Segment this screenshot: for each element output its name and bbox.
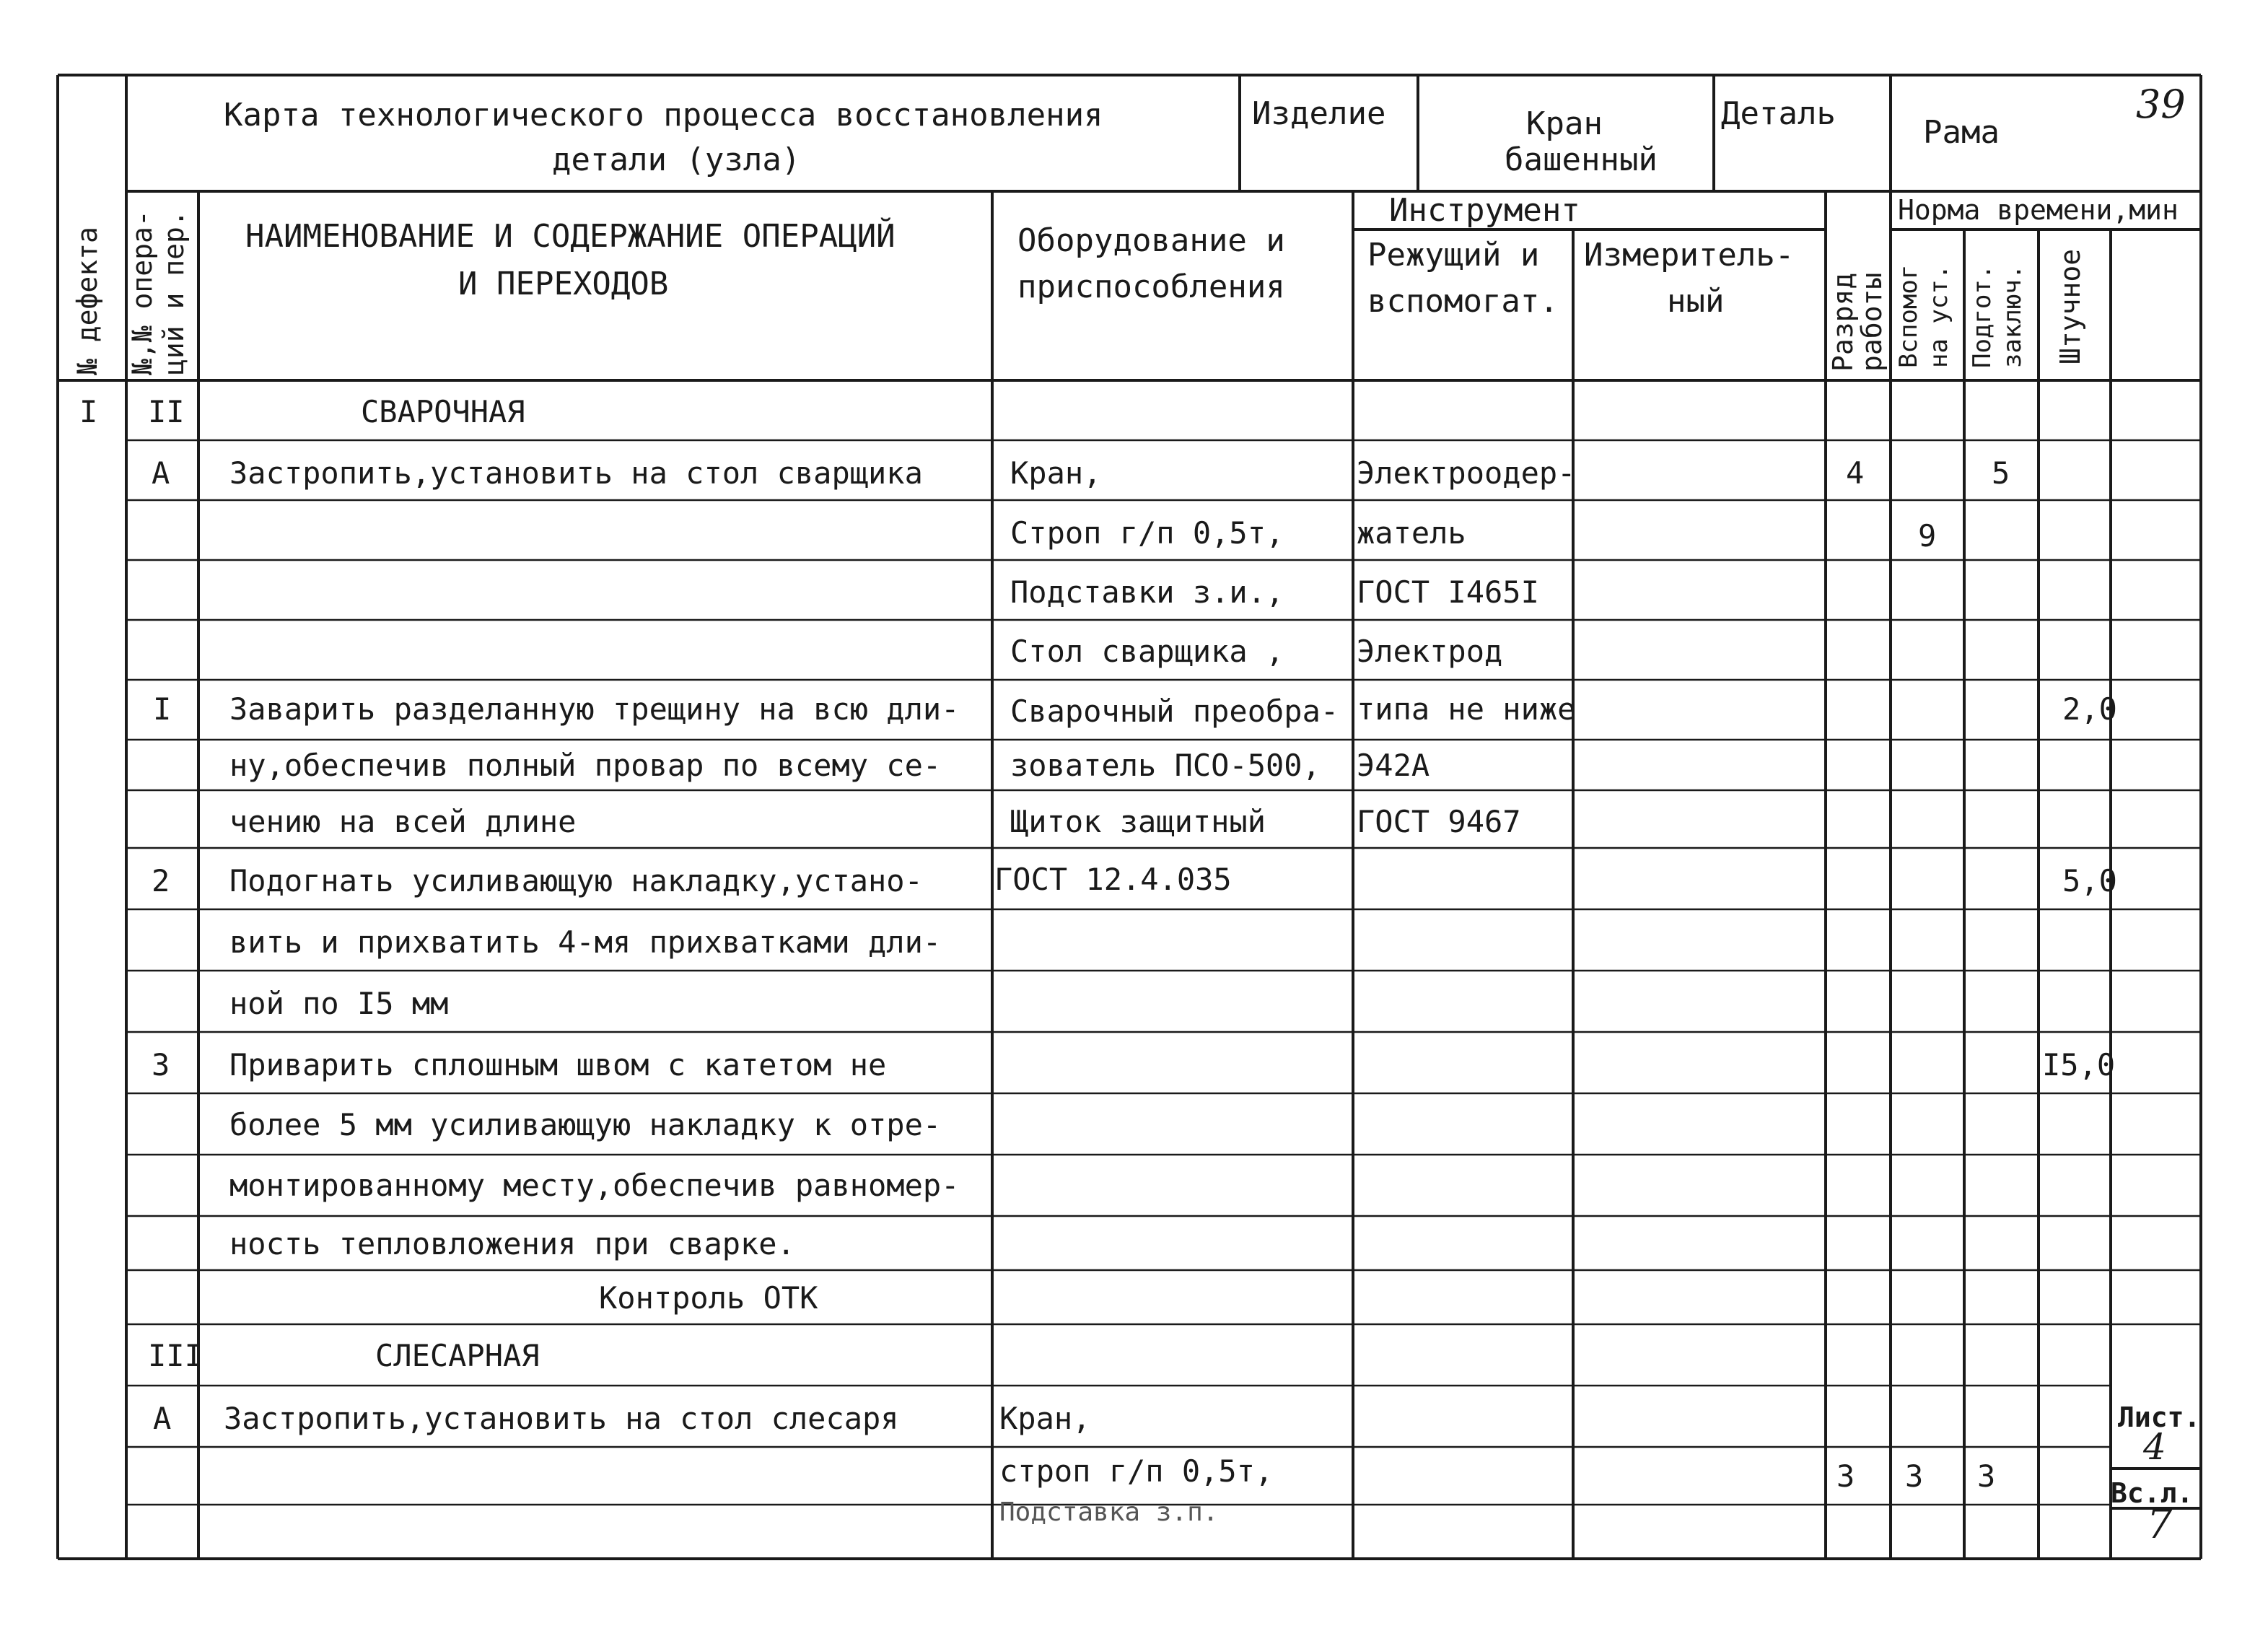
row-piece-time: 5,0 xyxy=(2062,863,2117,898)
card-title-line1: Карта технологического процесса восстановления xyxy=(224,97,1103,134)
row-equipment: Подставки з.и., xyxy=(1010,574,1284,610)
col-tool-group: Инструмент xyxy=(1389,192,1580,229)
col-grade-line2: работы xyxy=(1856,272,1888,372)
col-measuring-line1: Измеритель- xyxy=(1584,237,1795,274)
row-operation-text: Заварить разделанную трещину на всю дли- xyxy=(229,691,960,727)
row-operation-text: СЛЕСАРНАЯ xyxy=(375,1338,540,1373)
row-cutting-tool: Электрод xyxy=(1357,634,1503,669)
row-operation-text: СВАРОЧНАЯ xyxy=(361,394,525,429)
row-operation-text: вить и прихватить 4-мя прихватками дли- xyxy=(229,924,942,960)
row-operation-text: Застропить,установить на стол сварщика xyxy=(229,455,923,491)
sheet-value: 4 xyxy=(2143,1426,2166,1468)
row-op-no: А xyxy=(152,455,170,491)
row-prep-time: 5 xyxy=(1992,455,2010,491)
row-op-no: III xyxy=(148,1338,203,1373)
row-equipment: Сварочный преобра- xyxy=(1010,694,1339,729)
col-op-no-line2: ций и пер. xyxy=(158,210,190,375)
row-operation-text: монтированному месту,обеспечив равномер- xyxy=(229,1168,960,1203)
row-operation-text: более 5 мм усиливающую накладку к отре- xyxy=(229,1107,942,1142)
row-equipment: зователь ПСО-500, xyxy=(1010,748,1321,783)
col-defect-no: № дефекта xyxy=(71,227,103,375)
row-prep-time: 3 xyxy=(1977,1458,1996,1494)
row-equipment: Стол сварщика , xyxy=(1010,634,1284,669)
col-grade-line1: Разряд xyxy=(1827,272,1859,372)
row-op-no: 2 xyxy=(152,863,170,898)
row-operation-text: ность тепловложения при сварке. xyxy=(229,1226,795,1261)
row-op-no: А xyxy=(153,1401,172,1436)
col-op-no-line1: №,№ опера- xyxy=(126,210,158,375)
col-piece: Штучное xyxy=(2054,248,2086,364)
row-grade: 3 xyxy=(1836,1458,1855,1494)
col-aux-line1: Вспомог xyxy=(1894,264,1923,368)
row-operation-text: Приварить сплошным швом с катетом не xyxy=(229,1047,887,1082)
row-op-no: I xyxy=(153,691,172,727)
product-label: Изделие xyxy=(1252,95,1386,132)
col-cutting-line2: вспомогат. xyxy=(1367,283,1559,320)
row-equipment: строп г/п 0,5т, xyxy=(999,1453,1274,1489)
row-cutting-tool: типа не ниже xyxy=(1357,691,1576,727)
row-operation-text: ной по I5 мм xyxy=(229,986,449,1021)
row-equipment: Кран, xyxy=(999,1401,1091,1436)
row-cutting-tool: ГОСТ 9467 xyxy=(1357,804,1521,839)
part-value: Рама xyxy=(1923,114,2000,151)
part-label: Деталь xyxy=(1721,95,1836,132)
col-equipment-line1: Оборудование и xyxy=(1017,222,1285,259)
row-operation-text: ну,обеспечив полный провар по всему се- xyxy=(229,748,942,783)
col-prep-line2: заключ. xyxy=(1998,264,2027,368)
row-operation-text: Контроль ОТК xyxy=(599,1280,818,1316)
row-piece-time: 2,0 xyxy=(2062,691,2117,727)
product-value-line2: башенный xyxy=(1505,141,1658,178)
row-cutting-tool: Э42А xyxy=(1357,748,1430,783)
row-piece-time: I5,0 xyxy=(2042,1047,2116,1082)
col-time-group: Норма времени,мин xyxy=(1898,194,2179,226)
row-grade: 4 xyxy=(1846,455,1865,491)
row-aux-time: 3 xyxy=(1905,1458,1924,1494)
row-defect-no: I xyxy=(79,394,98,429)
row-equipment: Строп г/п 0,5т, xyxy=(1010,515,1284,551)
row-operation-text: Застропить,установить на стол слесаря xyxy=(224,1401,899,1436)
page-number: 39 xyxy=(2136,82,2186,127)
card-title-line2: детали (узла) xyxy=(552,141,801,178)
sheet-label: Лист. xyxy=(2118,1401,2201,1433)
row-cutting-tool: жатель xyxy=(1357,515,1466,551)
row-equipment: Кран, xyxy=(1010,455,1102,491)
row-cutting-tool: Электроодер- xyxy=(1357,455,1576,491)
col-prep-line1: Подгот. xyxy=(1968,264,1997,368)
product-value-line1: Кран xyxy=(1526,105,1603,142)
row-operation-text: чению на всей длине xyxy=(229,804,577,839)
row-equipment: Подставка з.п. xyxy=(999,1497,1219,1527)
row-cutting-tool: ГОСТ I465I xyxy=(1357,574,1539,610)
col-operation-line1: НАИМЕНОВАНИЕ И СОДЕРЖАНИЕ ОПЕРАЦИЙ xyxy=(245,218,896,255)
col-measuring-line2: ный xyxy=(1667,283,1725,320)
row-aux-time: 9 xyxy=(1918,518,1937,554)
row-op-no: 3 xyxy=(152,1047,170,1082)
total-sheets-value: 7 xyxy=(2147,1501,2173,1548)
col-cutting-line1: Режущий и xyxy=(1367,237,1540,274)
row-op-no: II xyxy=(148,394,185,429)
total-sheets-label: Вс.л. xyxy=(2111,1477,2194,1509)
row-equipment: ГОСТ 12.4.035 xyxy=(994,862,1232,897)
col-aux-line2: на уст. xyxy=(1925,264,1953,368)
col-equipment-line2: приспособления xyxy=(1017,268,1285,305)
col-operation-line2: И ПЕРЕХОДОВ xyxy=(458,266,669,302)
row-operation-text: Подогнать усиливающую накладку,устано- xyxy=(229,863,923,898)
row-equipment: Щиток защитный xyxy=(1010,804,1266,839)
